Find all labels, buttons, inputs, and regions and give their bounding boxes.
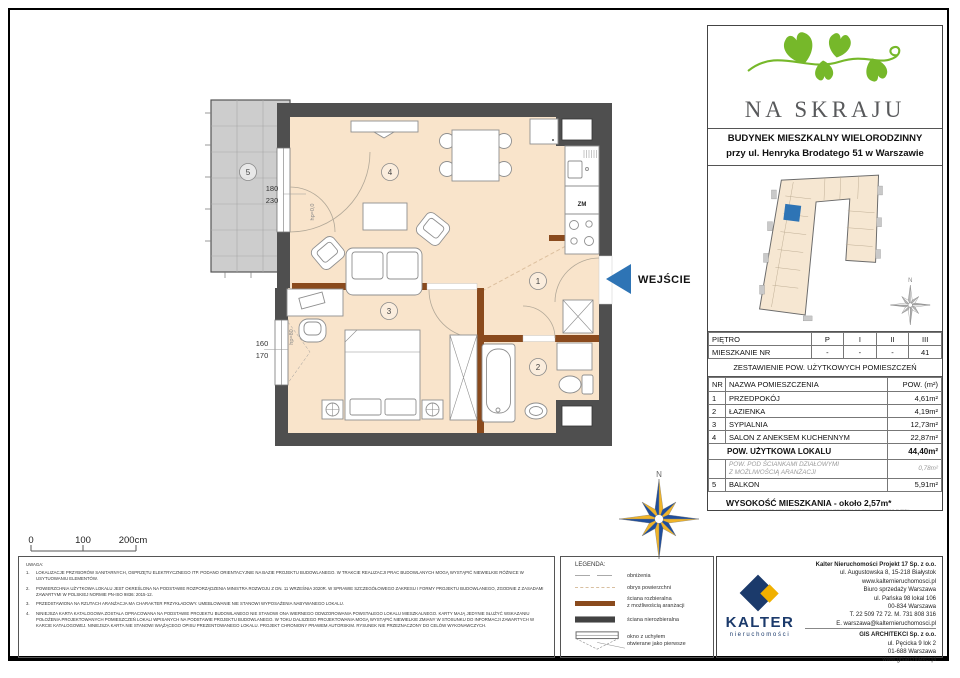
- logo-title: NA SKRAJU: [744, 97, 906, 122]
- floor-table: [708, 332, 942, 359]
- room-3-number: 3: [386, 307, 392, 316]
- table-row: 1 PRZEDPOKÓJ 4,61m²: [709, 392, 942, 405]
- compass-north-label: N: [656, 470, 662, 479]
- legend-title: LEGENDA:: [575, 562, 606, 568]
- room-1-number: 1: [535, 277, 541, 286]
- notes-box: [18, 556, 555, 658]
- architect-address: GIS ARCHITEKCI Sp. z o.o. ul. Pęcicka 9 lok 2 01-688 Warszawa www.gisarchitekci.pl: [805, 628, 936, 665]
- door-opening-bathroom: [523, 336, 555, 342]
- legend-item: ściana nierozbieralna: [575, 616, 707, 623]
- dim-window-width: 160: [255, 339, 269, 348]
- sales-office-address: Biuro sprzedaży Warszawa ul. Pańska 98 lokal 106 00-834 Warszawa T. 22 509 72 72. M. 731 808 316 E. warszawa@kalternieruchomosci.pl: [836, 587, 936, 627]
- hp-window-label: hp=80: [289, 329, 295, 345]
- table-header-row: NR NAZWA POMIESZCZENIA POW. (m²): [709, 378, 942, 392]
- apartment-height: [708, 492, 942, 511]
- balcony-row: 5 BALKON 5,91m²: [709, 478, 942, 491]
- shaft-2: [562, 406, 592, 426]
- scale-0: 0: [28, 535, 34, 546]
- notes-title: UWAGA:: [26, 562, 44, 567]
- door-opening-bedroom: [427, 284, 477, 290]
- note-item: 3. PRZEDSTAWIONA NA RZUTACH ARANŻACJA MA CHARAKTER PRZYKŁADOWY. UMEBLOWANIE NIE STANOWI WYPOSAŻENIA NABYWANEGO LOKALU.: [26, 601, 344, 607]
- table-row: 3 SYPIALNIA 12,73m²: [709, 418, 942, 431]
- unit-highlight: [783, 204, 801, 222]
- lowering-symbol: [575, 573, 627, 579]
- entrance-label: WEJŚCIE: [638, 274, 692, 286]
- legend-item: okno z uchyłem otwierane jako pierwsze: [575, 629, 707, 654]
- dim-balcony-height: 230: [265, 196, 279, 205]
- kalter-diamond-icon: [740, 576, 780, 612]
- table-row: 2 ŁAZIENKA 4,19m²: [709, 405, 942, 418]
- table-row: PIĘTRO P I II III: [709, 333, 942, 346]
- kalter-name: KALTER: [725, 614, 795, 631]
- dim-balcony-width: 180: [265, 184, 279, 193]
- note-item: 4. NINIEJSZA KARTA KATALOGOWA ZOSTAŁA OPRACOWANA NA PODSTAWIE PROJEKTU BUDOWLANEGO NIE STANOWI ONA WIERNEGO ODWZOROWANIA POWSTAŁEGO LOKALU MIESZKALNEGO. KARTY MAJĄ JEDYNIE SŁUŻYĆ WSKAZANIU POŁOŻENIA PROJEKTOWANYCH POMIESZCZEŃ LOKALI WPISANYCH NA PODSTAWIE PROJEKTU BUDOWLANEGO. W TOKU DALSZEGO PROJEKTOWANIA MOGĄ WYSTĄPIĆ NIEWIELKIE ZMIANY W STOSUNKU DO INFORMACJI ZAWARTYCH W KARCIE KATALOGOWEJ. NINIEJSZA KARTA NIE STANOWI WIĄŻĄCEGO OPISU PREZENTOWANEGO LOKALU. PROJEKT CHRONIONY PRAWEM AUTORSKIM. RYSUNEK NIE PRZEZNACZONY DO CELÓW WYKONAWCZYCH.: [26, 610, 535, 629]
- table-row: 4 SALON Z ANEKSEM KUCHENNYM 22,87m²: [709, 431, 942, 444]
- info-panel: [707, 25, 943, 511]
- legend-item: obrys powierzchni: [575, 585, 707, 591]
- scale-bar: [28, 535, 147, 551]
- note-item: 2. POWIERZCHNIA UŻYTKOWA LOKALU JEST OKREŚLONA NA PODSTAWIE ROZPORZĄDZENIA MINISTRA ROZWOJU Z DN. 11 WRZEŚNIA 2020R. W SPRAWIE SZCZEGÓŁOWEGO ZAKRESU I FORMY PROJEKTU BUDOWLANEGO, ZGODNIE Z ZASADAMI ZAWARTYMI W POLSKIEJ NORMIE PN-ISO 9836: 2015-12.: [26, 585, 544, 598]
- floor-label: PIĘTRO: [709, 333, 812, 346]
- siteplan-drawing: [708, 166, 942, 331]
- fixed-wall-symbol: [575, 616, 615, 623]
- table-row: MIESZKANIE NR - - - 41: [709, 346, 942, 359]
- height-label: WYSOKOŚĆ MIESZKANIA - około 2,57m*: [726, 497, 892, 508]
- room-2-number: 2: [535, 363, 541, 372]
- dim-window-height: 170: [255, 351, 269, 360]
- hq-address: Kalter Nieruchomości Projekt 17 Sp. z o.o. ul. Augustowska 8, 15-218 Białystok www.kalternieruchomosci.pl: [815, 562, 936, 585]
- scale-100: 100: [75, 535, 91, 546]
- window-symbol: [575, 629, 625, 652]
- company-addresses: [803, 557, 942, 664]
- apartment-label: MIESZKANIE NR: [709, 346, 812, 359]
- shaft: [562, 119, 592, 140]
- total-area-value: 44,40m²: [888, 444, 942, 460]
- partition-row: POW. POD ŚCIANKAMI DZIAŁOWYMI Z MOŻLIWOŚCIĄ ARANŻACJI 0,78m²: [709, 460, 942, 479]
- building-title: [708, 129, 942, 166]
- hp-balcony-door-label: hp=0,0: [310, 203, 316, 221]
- height-footnote: * WYSOKOŚĆ PODANA OD NIEWYKOŃCZONEJ POSADZKI (SZLICHTY) DO OTYNKOWANEGO SUFITU: [726, 508, 910, 511]
- legend-item: obniżenia: [575, 573, 707, 579]
- legend-box: [560, 556, 714, 658]
- building-line1: BUDYNEK MIESZKALNY WIELORODZINNY: [727, 133, 923, 144]
- total-row: POW. UŻYTKOWA LOKALU 44,40m²: [709, 444, 942, 460]
- room-4-number: 4: [387, 168, 393, 177]
- room-5-number: 5: [245, 168, 251, 177]
- logo: [708, 26, 942, 129]
- company-box: [716, 556, 943, 664]
- siteplan-compass-icon: [890, 285, 930, 325]
- removable-wall-symbol: [575, 601, 615, 606]
- dishwasher-label: ZM: [577, 202, 587, 208]
- ivy-logo-icon: [740, 28, 910, 84]
- scale-200: 200cm: [118, 535, 148, 546]
- siteplan-north-label: N: [908, 278, 913, 285]
- building-line2: przy ul. Henryka Brodatego 51 w Warszawie: [726, 147, 924, 159]
- kalter-logo: [717, 557, 803, 657]
- apartment-number: 41: [909, 346, 942, 359]
- siteplan: [708, 166, 942, 332]
- legend-item: ściana rozbieralna z możliwością aranżacji: [575, 596, 707, 611]
- note-item: 1. LOKALIZACJE PRZYBORÓW SANITARNYCH, OSPRZĘTU ELEKTRYCZNEGO ITP. PODANO ORIENTACYJNIE NA BAZIE PROJEKTU BUDOWLANEGO. W TRAKCIE REALIZACJI PRAC BUDOWLANYCH MOGĄ WYSTĄPIĆ NIEWIELKIE RÓŻNICE W USYTUOWANIU ELEMENTÓW.: [26, 570, 524, 582]
- area-table-title: ZESTAWIENIE POW. UŻYTKOWYCH POMIESZCZEŃ: [708, 359, 942, 377]
- kalter-subtitle: nieruchomości: [729, 632, 791, 638]
- area-table: [708, 377, 942, 492]
- area-outline-symbol: [575, 587, 615, 588]
- compass-rose-icon: [619, 479, 699, 559]
